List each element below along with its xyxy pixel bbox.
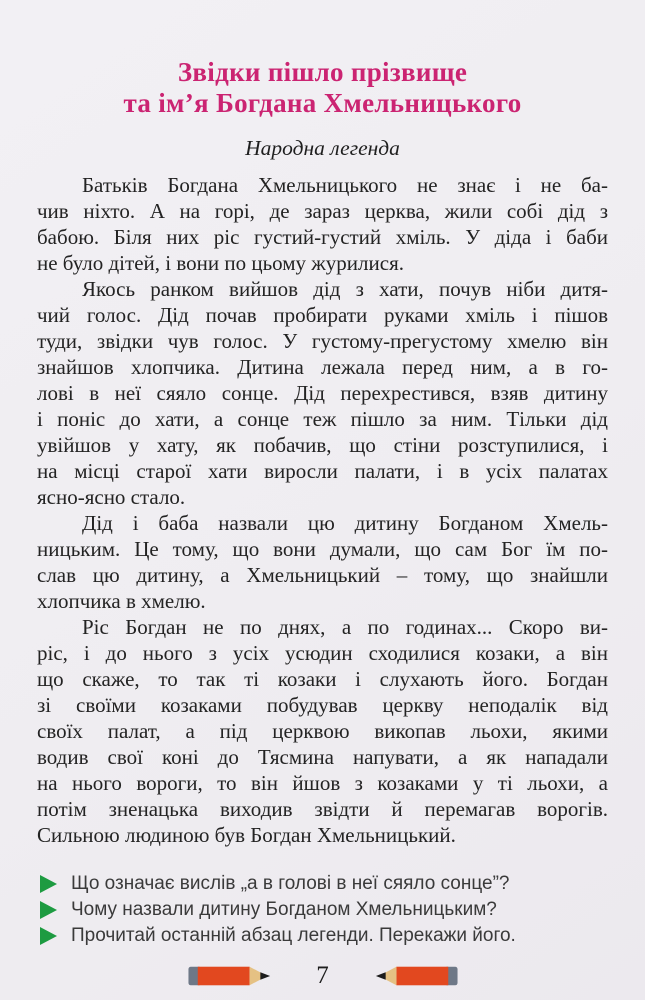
text-line: хлопчика в хмелю.	[37, 589, 206, 613]
text-line: знайшов хлопчика. Дитина лежала перед ним, а в го-	[37, 355, 608, 379]
text-line: своїх палат, а під церквою викопав льохи, якими	[37, 719, 608, 743]
text-line: лові в неї сяяло сонце. Дід перехрестився, взяв дитину	[37, 381, 608, 405]
paragraph-4	[37, 614, 608, 848]
question-item	[40, 899, 615, 920]
question-text: Чому назвали дитину Богданом Хмельницьким?	[71, 899, 497, 920]
text-line: Батьків Богдана Хмельницького не знає і не ба-	[82, 173, 608, 197]
page-title	[0, 0, 645, 119]
paragraph-3	[37, 510, 608, 614]
text-line: ницьким. Це тому, що вони думали, що сам Бог їм по-	[37, 537, 608, 561]
text-line: не було дітей, і вони по цьому журилися.	[37, 251, 404, 275]
question-text: Що означає вислів „а в голові в неї сяяло сонце”?	[71, 873, 510, 894]
text-line: і поніс до хати, а сонце теж пішло за ним. Тільки дід	[37, 407, 608, 431]
text-line: на нього вороги, то він йшов з козаками у ті льохи, а	[37, 771, 608, 795]
text-line: увійшов у хату, як побачив, що стіни розступилися, і	[37, 433, 608, 457]
text-line: Сильною людиною був Богдан Хмельницький.	[37, 823, 456, 847]
paragraph-2	[37, 276, 608, 510]
text-line: Якось ранком вийшов дід з хати, почув ніби дитя-	[82, 277, 608, 301]
text-line: що скаже, то так ті козаки і слухають його. Богдан	[37, 667, 608, 691]
page-footer	[0, 962, 645, 990]
text-line: ясно-ясно стало.	[37, 485, 186, 509]
text-line: бабою. Біля них ріс густий-густий хміль. У діда і баби	[37, 225, 608, 249]
question-item	[40, 873, 615, 894]
text-line: туди, звідки чув голос. У густому-прегустому хмелю він	[37, 329, 608, 353]
title-line-1: Звідки пішло прізвище	[177, 57, 468, 87]
green-arrow-icon	[40, 901, 57, 919]
text-line: слав цю дитину, а Хмельницький – тому, що знайшли	[37, 563, 608, 587]
text-line: ріс, і до нього з усіх усюдин сходилися козаки, а він	[37, 641, 608, 665]
green-arrow-icon	[40, 927, 57, 945]
text-line: чив ніхто. А на горі, де зараз церква, жили собі дід з	[37, 199, 608, 223]
question-item	[40, 925, 615, 946]
pencil-icon	[187, 964, 275, 988]
text-line: Ріс Богдан не по днях, а по годинах... Скоро ви-	[82, 615, 608, 639]
title-line-2: та ім’я Богдана Хмельницького	[123, 88, 522, 118]
text-line: Дід і баба назвали цю дитину Богданом Хмель-	[82, 511, 608, 535]
green-arrow-icon	[40, 875, 57, 893]
legend-text	[37, 172, 608, 848]
genre-subtitle: Народна легенда	[245, 136, 400, 160]
text-line: на місці старої хати виросли палати, і в усіх палатах	[37, 459, 608, 483]
page-number: 7	[316, 962, 329, 989]
text-line: водив свої коні до Тясмина напувати, а як нападали	[37, 745, 608, 769]
question-text: Прочитай останній абзац легенди. Перекажи його.	[71, 925, 516, 946]
text-line: зі своїми козаками побудував церкву неподалік від	[37, 693, 608, 717]
pencil-icon	[371, 964, 459, 988]
text-line: чий голос. Дід почав пробирати руками хміль і пішов	[37, 303, 608, 327]
text-line: потім зненацька виходив звідти й перемагав ворогів.	[37, 797, 608, 821]
paragraph-1	[37, 172, 608, 276]
questions-list	[40, 873, 615, 946]
